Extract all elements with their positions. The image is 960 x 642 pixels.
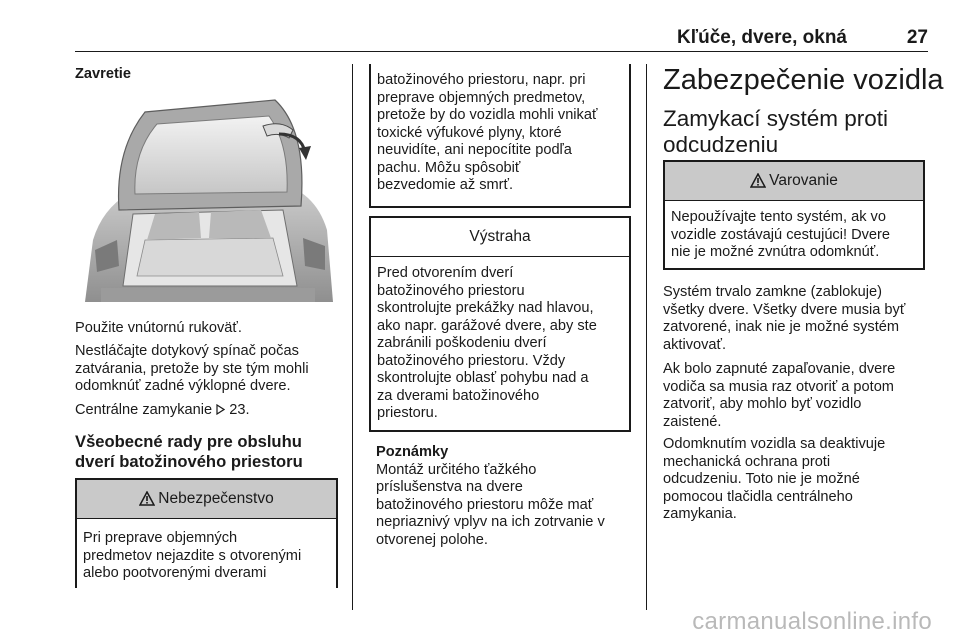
chapter-title: Kľúče, dvere, okná <box>677 27 847 48</box>
danger-box <box>75 478 338 588</box>
caution-box-header: Výstraha <box>371 218 629 257</box>
note-block: Poznámky Montáž určitého ťažkého príslušenstva na dvere batožinového priestoru môže mať nepriaznivý vplyv na ich zotrvanie v otvorenej polohe. <box>376 444 638 549</box>
warning-box-header: Varovanie <box>665 162 923 201</box>
tailgate-illustration <box>75 90 337 302</box>
danger-box-header: Nebezpečenstvo <box>77 480 336 519</box>
warning-triangle-icon <box>750 173 766 193</box>
subsection-heading-anti-theft: Zamykací systém proti odcudzeniu <box>663 106 889 157</box>
paragraph-system-locks: Systém trvalo zamkne (zablokuje) všetky dvere. Všetky dvere musia byť zatvorené, inak nie je možné systém aktivovať. <box>663 284 906 353</box>
warning-triangle-icon <box>139 491 155 511</box>
paragraph-touch-switch: Nestláčajte dotykový spínač počas zatvárania, pretože by ste tým mohli odomknúť zadné výklopné dvere. <box>75 343 309 394</box>
paragraph-ignition: Ak bolo zapnuté zapaľovanie, dvere vodiča sa musia raz otvoriť a potom zatvoriť, aby mohlo byť vozidlo zaistené. <box>663 361 896 430</box>
section-heading-vehicle-security: Zabezpečenie vozidla <box>663 64 944 96</box>
danger-box-body: Pri preprave objemných predmetov nejazdite s otvorenými alebo pootvorenými dverami <box>83 530 302 581</box>
note-title: Poznámky <box>376 444 449 460</box>
page-reference-arrow-icon <box>216 402 229 418</box>
header-rule <box>75 51 928 52</box>
warning-box-body: Nepoužívajte tento systém, ak vo vozidle zostávajú cestujúci! Dvere nie je možné zvnútra odomknúť. <box>671 209 891 260</box>
warning-box <box>663 160 925 270</box>
central-locking-reference: Centrálne zamykanie 23. <box>75 402 250 418</box>
section-heading-general-advice: Všeobecné rady pre obsluhu dverí batožinového priestoru <box>75 432 303 471</box>
caution-box-body: Pred otvorením dverí batožinového priestoru skontrolujte prekážky nad hlavou, ako napr. garážové dvere, aby ste zabránili poškodeniu dverí batožinového priestoru. Vždy skontrolujte oblasť pohybu nad a za dverami batožinového priestoru. <box>377 265 597 421</box>
car-tailgate-icon <box>75 90 337 302</box>
central-locking-page-link[interactable]: 23. <box>229 402 250 418</box>
section-heading-close: Zavretie <box>75 66 131 82</box>
column-divider-2 <box>646 64 647 610</box>
caution-box <box>369 216 631 432</box>
paragraph-use-handle: Použite vnútornú rukoväť. <box>75 320 242 336</box>
paragraph-unlocking: Odomknutím vozidla sa deaktivuje mechanická ochrana proti odcudzeniu. Toto nie je možné pomocou tlačidla centrálneho zamykania. <box>663 436 886 522</box>
danger-box-continued: batožinového priestoru, napr. pri preprave objemných predmetov, pretože by do vozidla mohli vnikať toxické výfukové plyny, ktoré neuvidíte, ani nepocítite podľa pachu. Môžu spôsobiť bezvedomie až smrť. <box>369 64 631 208</box>
watermark-text: carmanualsonline.info <box>692 608 932 635</box>
column-divider-1 <box>352 64 353 610</box>
page-number: 27 <box>906 27 928 48</box>
